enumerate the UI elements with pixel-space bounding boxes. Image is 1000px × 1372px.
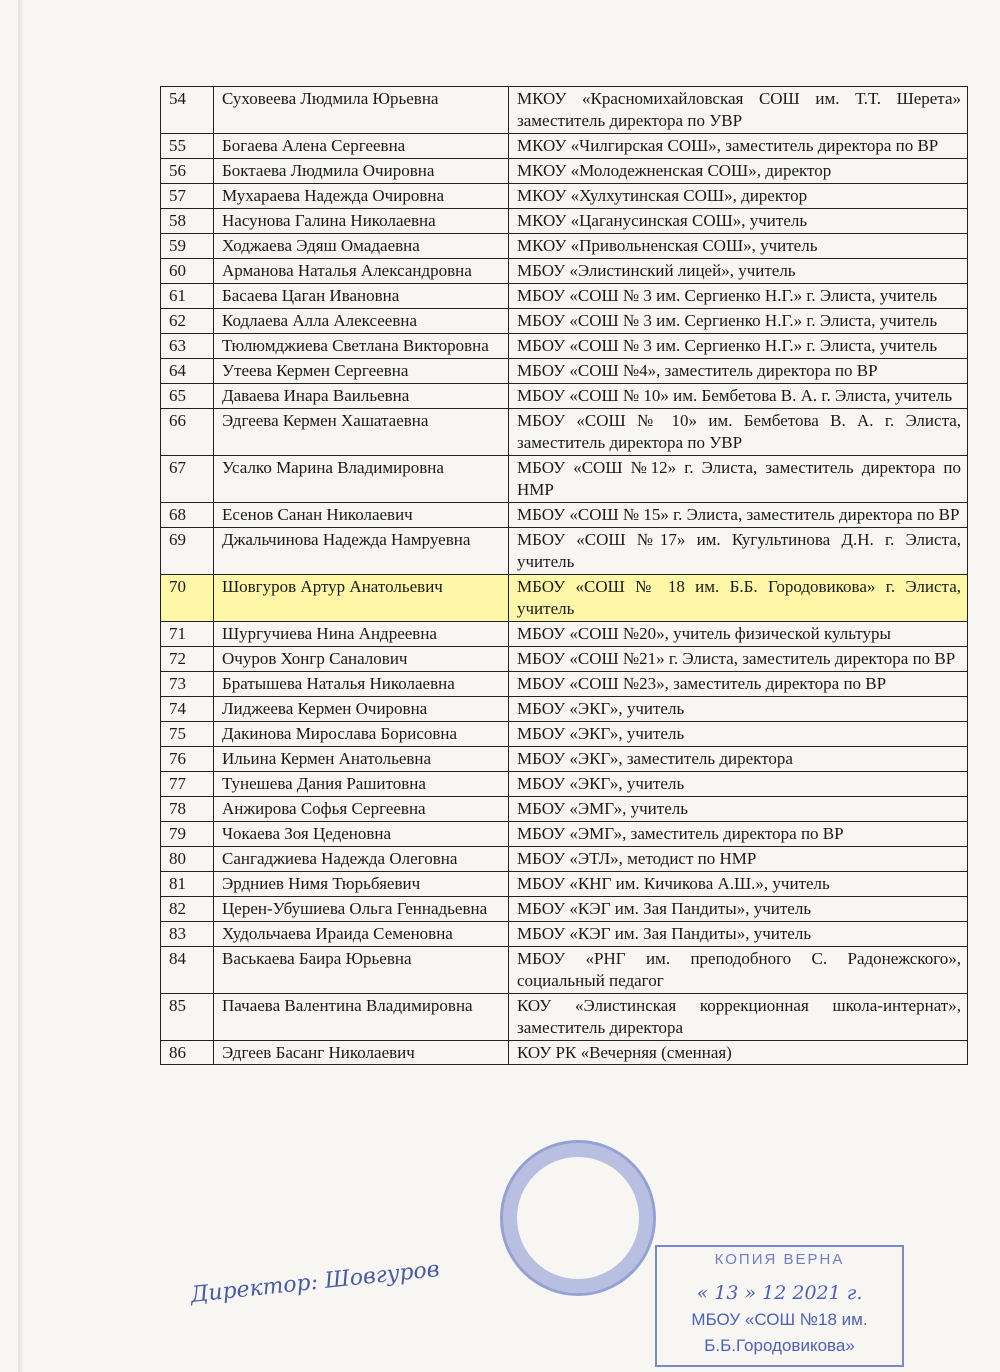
page-edge xyxy=(18,0,24,1372)
row-number: 58 xyxy=(161,209,214,234)
organization-position: МБОУ «СОШ № 3 им. Сергиенко Н.Г.» г. Элиста, учитель xyxy=(509,309,968,334)
table-row xyxy=(161,872,968,897)
organization-position: МКОУ «Цаганусинская СОШ», учитель xyxy=(509,209,968,234)
row-number: 84 xyxy=(161,947,214,994)
table-row xyxy=(161,1041,968,1065)
organization-position: МБОУ «РНГ им. преподобного С. Радонежского», социальный педагог xyxy=(509,947,968,994)
organization-position: МБОУ «КЭГ им. Зая Пандиты», учитель xyxy=(509,897,968,922)
row-number: 85 xyxy=(161,994,214,1041)
row-number: 71 xyxy=(161,622,214,647)
participant-name: Суховеева Людмила Юрьевна xyxy=(214,87,509,134)
participant-name: Тунешева Дания Рашитовна xyxy=(214,772,509,797)
table-row xyxy=(161,209,968,234)
row-number: 86 xyxy=(161,1041,214,1065)
row-number: 54 xyxy=(161,87,214,134)
table-row xyxy=(161,134,968,159)
row-number: 76 xyxy=(161,747,214,772)
copy-certified-stamp xyxy=(655,1245,904,1367)
participant-name: Богаева Алена Сергеевна xyxy=(214,134,509,159)
participants-table xyxy=(160,86,968,1065)
stamp-org-line-1: МБОУ «СОШ №18 им. xyxy=(691,1310,868,1329)
organization-position: МБОУ «СОШ № 10» им. Бембетова В. А. г. Элиста, заместитель директора по УВР xyxy=(509,409,968,456)
table-row xyxy=(161,897,968,922)
row-number: 77 xyxy=(161,772,214,797)
participant-name: Тюлюмджиева Светлана Викторовна xyxy=(214,334,509,359)
director-signature xyxy=(189,1257,440,1308)
row-number: 64 xyxy=(161,359,214,384)
row-number: 83 xyxy=(161,922,214,947)
table-row xyxy=(161,259,968,284)
participant-name: Братышева Наталья Николаевна xyxy=(214,672,509,697)
participant-name: Дакинова Мирослава Борисовна xyxy=(214,722,509,747)
stamp-date: « 13 » 12 2021 г. xyxy=(696,1282,863,1304)
organization-position: МБОУ «СОШ №21» г. Элиста, заместитель директора по ВР xyxy=(509,647,968,672)
participant-name: Утеева Кермен Сергеевна xyxy=(214,359,509,384)
participants-table-body xyxy=(161,87,968,1065)
table-row xyxy=(161,797,968,822)
row-number: 82 xyxy=(161,897,214,922)
organization-position: МБОУ «КЭГ им. Зая Пандиты», учитель xyxy=(509,922,968,947)
row-number: 65 xyxy=(161,384,214,409)
participant-name: Мухараева Надежда Очировна xyxy=(214,184,509,209)
organization-position: КОУ РК «Вечерняя (сменная) xyxy=(509,1041,968,1065)
participant-name: Эрдниев Нимя Тюрьбяевич xyxy=(214,872,509,897)
participant-name: Эдгеев Басанг Николаевич xyxy=(214,1041,509,1065)
organization-position: МБОУ «ЭМГ», учитель xyxy=(509,797,968,822)
organization-position: МБОУ «ЭКГ», заместитель директора xyxy=(509,747,968,772)
participant-name: Джальчинова Надежда Намруевна xyxy=(214,528,509,575)
row-number: 74 xyxy=(161,697,214,722)
row-number: 81 xyxy=(161,872,214,897)
participant-name: Усалко Марина Владимировна xyxy=(214,456,509,503)
row-number: 57 xyxy=(161,184,214,209)
table-row xyxy=(161,822,968,847)
table-row xyxy=(161,284,968,309)
table-row xyxy=(161,503,968,528)
table-row xyxy=(161,334,968,359)
organization-position: МБОУ «СОШ № 18 им. Б.Б. Городовикова» г. Элиста, учитель xyxy=(509,575,968,622)
participant-name: Насунова Галина Николаевна xyxy=(214,209,509,234)
row-number: 69 xyxy=(161,528,214,575)
table-row xyxy=(161,947,968,994)
table-row xyxy=(161,847,968,872)
organization-position: МКОУ «Привольненская СОШ», учитель xyxy=(509,234,968,259)
organization-position: МБОУ «КНГ им. Кичикова А.Ш.», учитель xyxy=(509,872,968,897)
row-number: 72 xyxy=(161,647,214,672)
row-number: 66 xyxy=(161,409,214,456)
row-number: 80 xyxy=(161,847,214,872)
participant-name: Чокаева Зоя Цеденовна xyxy=(214,822,509,847)
row-number: 61 xyxy=(161,284,214,309)
participant-name: Боктаева Людмила Очировна xyxy=(214,159,509,184)
table-row xyxy=(161,647,968,672)
participant-name: Сангаджиева Надежда Олеговна xyxy=(214,847,509,872)
row-number: 67 xyxy=(161,456,214,503)
stamp-org-line-2: Б.Б.Городовикова» xyxy=(704,1336,855,1355)
organization-position: МБОУ «ЭТЛ», методист по НМР xyxy=(509,847,968,872)
organization-position: МБОУ «СОШ № 15» г. Элиста, заместитель директора по ВР xyxy=(509,503,968,528)
organization-position: КОУ «Элистинская коррекционная школа-интернат», заместитель директора xyxy=(509,994,968,1041)
table-row xyxy=(161,747,968,772)
organization-position: МБОУ «Элистинский лицей», учитель xyxy=(509,259,968,284)
participant-name: Даваева Инара Ваильевна xyxy=(214,384,509,409)
row-number: 78 xyxy=(161,797,214,822)
table-row xyxy=(161,184,968,209)
table-row xyxy=(161,772,968,797)
organization-position: МБОУ «СОШ №4», заместитель директора по ВР xyxy=(509,359,968,384)
organization-position: МБОУ «СОШ № 3 им. Сергиенко Н.Г.» г. Элиста, учитель xyxy=(509,334,968,359)
participant-name: Ильина Кермен Анатольевна xyxy=(214,747,509,772)
table-row xyxy=(161,87,968,134)
table-row xyxy=(161,575,968,622)
organization-position: МБОУ «ЭКГ», учитель xyxy=(509,772,968,797)
participant-name: Арманова Наталья Александровна xyxy=(214,259,509,284)
organization-position: МКОУ «Красномихайловская СОШ им. Т.Т. Шерета» заместитель директора по УВР xyxy=(509,87,968,134)
table-row xyxy=(161,409,968,456)
table-row xyxy=(161,359,968,384)
row-number: 79 xyxy=(161,822,214,847)
organization-position: МБОУ «СОШ №20», учитель физической культуры xyxy=(509,622,968,647)
row-number: 68 xyxy=(161,503,214,528)
participant-name: Басаева Цаган Ивановна xyxy=(214,284,509,309)
table-row xyxy=(161,622,968,647)
row-number: 73 xyxy=(161,672,214,697)
organization-position: МКОУ «Хулхутинская СОШ», директор xyxy=(509,184,968,209)
table-row xyxy=(161,697,968,722)
row-number: 60 xyxy=(161,259,214,284)
participant-name: Ходжаева Эдяш Омадаевна xyxy=(214,234,509,259)
organization-position: МКОУ «Молодежненская СОШ», директор xyxy=(509,159,968,184)
organization-position: МБОУ «ЭКГ», учитель xyxy=(509,722,968,747)
table-row xyxy=(161,528,968,575)
table-row xyxy=(161,159,968,184)
row-number: 62 xyxy=(161,309,214,334)
organization-position: МКОУ «Чилгирская СОШ», заместитель директора по ВР xyxy=(509,134,968,159)
organization-position: МБОУ «СОШ №17» им. Кугультинова Д.Н. г. Элиста, учитель xyxy=(509,528,968,575)
participant-name: Церен-Убушиева Ольга Геннадьевна xyxy=(214,897,509,922)
organization-position: МБОУ «ЭМГ», заместитель директора по ВР xyxy=(509,822,968,847)
participant-name: Есенов Санан Николаевич xyxy=(214,503,509,528)
organization-position: МБОУ «ЭКГ», учитель xyxy=(509,697,968,722)
participant-name: Худольчаева Ираида Семеновна xyxy=(214,922,509,947)
signature-text: Директор: Шовгуров xyxy=(189,1256,441,1309)
row-number: 55 xyxy=(161,134,214,159)
participant-name: Пачаева Валентина Владимировна xyxy=(214,994,509,1041)
stamp-title: КОПИЯ ВЕРНА xyxy=(714,1251,845,1268)
row-number: 70 xyxy=(161,575,214,622)
table-row xyxy=(161,309,968,334)
table-row xyxy=(161,922,968,947)
round-seal-stamp xyxy=(500,1140,656,1296)
row-number: 59 xyxy=(161,234,214,259)
participant-name: Шовгуров Артур Анатольевич xyxy=(214,575,509,622)
participant-name: Анжирова Софья Сергеевна xyxy=(214,797,509,822)
organization-position: МБОУ «СОШ №23», заместитель директора по ВР xyxy=(509,672,968,697)
organization-position: МБОУ «СОШ № 3 им. Сергиенко Н.Г.» г. Элиста, учитель xyxy=(509,284,968,309)
row-number: 75 xyxy=(161,722,214,747)
row-number: 63 xyxy=(161,334,214,359)
participant-name: Лиджеева Кермен Очировна xyxy=(214,697,509,722)
row-number: 56 xyxy=(161,159,214,184)
participant-name: Эдгеева Кермен Хашатаевна xyxy=(214,409,509,456)
table-row xyxy=(161,384,968,409)
participant-name: Васькаева Баира Юрьевна xyxy=(214,947,509,994)
table-row xyxy=(161,456,968,503)
table-row xyxy=(161,722,968,747)
participant-name: Очуров Хонгр Саналович xyxy=(214,647,509,672)
participant-name: Шургучиева Нина Андреевна xyxy=(214,622,509,647)
table-row xyxy=(161,234,968,259)
organization-position: МБОУ «СОШ №12» г. Элиста, заместитель директора по НМР xyxy=(509,456,968,503)
table-row xyxy=(161,672,968,697)
participant-name: Кодлаева Алла Алексеевна xyxy=(214,309,509,334)
table-row xyxy=(161,994,968,1041)
organization-position: МБОУ «СОШ № 10» им. Бембетова В. А. г. Элиста, учитель xyxy=(509,384,968,409)
